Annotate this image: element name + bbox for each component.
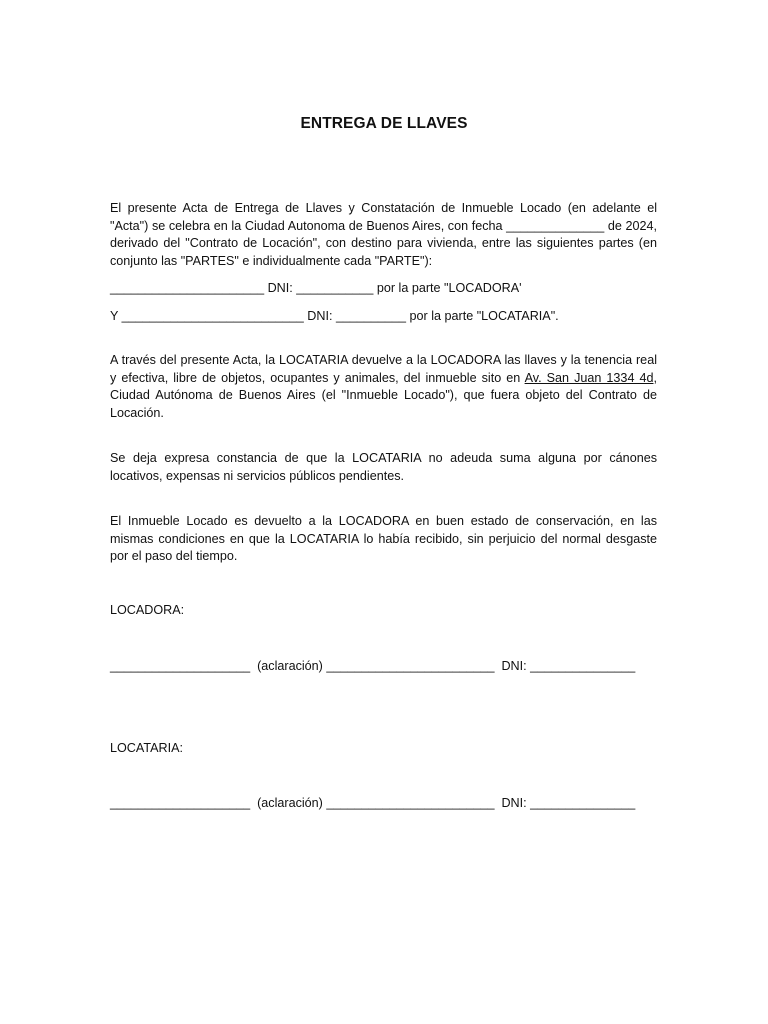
- return-text-end: , Ciudad Autónoma de Buenos Aires (el "Inmueble Locado"), que fuera objeto del Contrato de Locación.: [110, 370, 657, 420]
- party-locataria-line: Y __________________________ DNI: __________ por la parte "LOCATARIA".: [110, 309, 559, 323]
- no-debt-paragraph: Se deja expresa constancia de que la LOCATARIA no adeuda suma alguna por cánones locativos, expensas ni servicios públicos pendientes.: [110, 451, 657, 483]
- locadora-label: LOCADORA:: [110, 603, 185, 617]
- locadora-signature-line: ____________________ (aclaración) ________________________ DNI: _______________: [110, 659, 636, 673]
- locataria-label: LOCATARIA:: [110, 741, 184, 755]
- intro-paragraph: El presente Acta de Entrega de Llaves y Constatación de Inmueble Locado (en adelante el "Acta") se celebra en la Ciudad Autonoma de Buenos Aires, con fecha ______________ de 2024, derivado del "Contrato de Locación", con destino para vivienda, entre las siguientes partes (en conjunto las "PARTES" e individualmente cada "PARTE"):: [110, 201, 657, 268]
- locataria-signature-line: ____________________ (aclaración) ________________________ DNI: _______________: [110, 796, 636, 810]
- return-paragraph: [110, 352, 657, 422]
- return-text-start: A través del presente Acta, la LOCATARIA devuelve a la LOCADORA las llaves y la tenencia real y efectiva, libre de objetos, ocupantes y animales, del inmueble sito en: [110, 353, 657, 385]
- party-locadora-line: ______________________ DNI: ___________ por la parte "LOCADORA': [110, 281, 522, 295]
- property-address: Av. San Juan 1334 4d: [524, 370, 654, 385]
- condition-paragraph: El Inmueble Locado es devuelto a la LOCADORA en buen estado de conservación, en las mismas condiciones en que la LOCATARIA lo había recibido, sin perjuicio del normal desgaste por el paso del tiempo.: [110, 514, 657, 564]
- document-title: ENTREGA DE LLAVES: [300, 115, 468, 132]
